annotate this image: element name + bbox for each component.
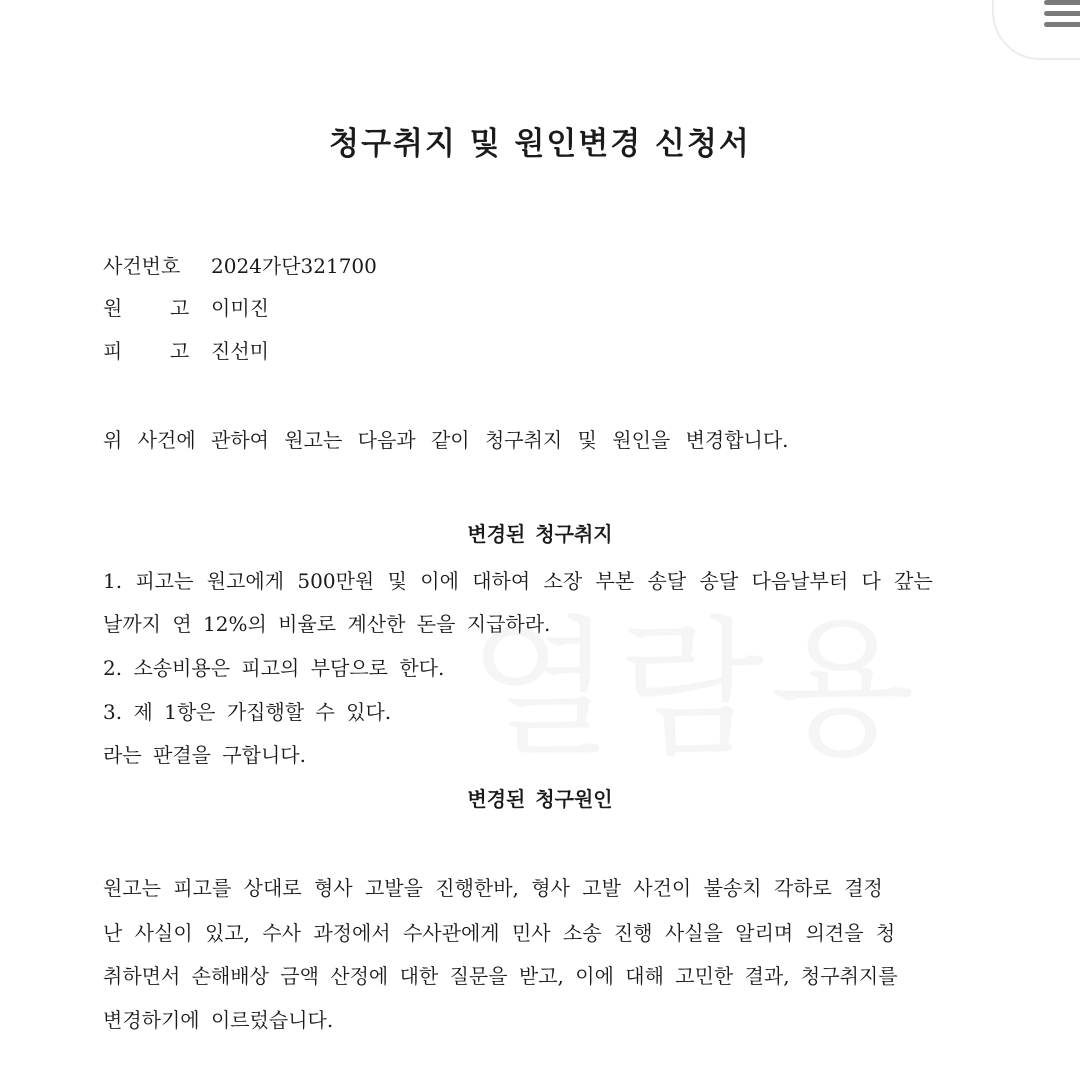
case-number-value: 2024가단321700 [211,254,377,278]
intro-paragraph: 위 사건에 관하여 원고는 다음과 같이 청구취지 및 원인을 변경합니다. [103,428,789,452]
plaintiff-label [103,298,211,318]
case-number-row [103,256,377,276]
claim-closing: 라는 판결을 구합니다. [103,743,306,767]
document-title: 청구취지 및 원인변경 신청서 [329,126,751,162]
defendant-label-char-1: 피 [103,339,123,363]
plaintiff-label-char-2: 고 [170,296,190,320]
claim-heading: 변경된 청구취지 [467,522,613,546]
cause-line-2: 난 사실이 있고, 수사 과정에서 수사관에게 민사 소송 진행 사실을 알리며 의견을 청 [103,921,896,945]
plaintiff-name: 이미진 [211,296,269,320]
case-number-label: 사건번호 [103,254,181,278]
defendant-name: 진선미 [211,339,269,363]
watermark [468,568,921,784]
claim-item-3: 3. 제 1항은 가집행할 수 있다. [103,700,392,724]
claim-item-1-line-2: 날까지 연 12%의 비율로 계산한 돈을 지급하라. [103,612,551,636]
claim-item-1-line-1: 1. 피고는 원고에게 500만원 및 이에 대하여 소장 부본 송달 송달 다음날부터 다 갚는 [103,569,933,593]
defendant-label [103,341,211,361]
defendant-row [103,341,269,361]
menu-button[interactable] [992,0,1080,60]
claim-item-2: 2. 소송비용은 피고의 부담으로 한다. [103,656,445,680]
plaintiff-label-char-1: 원 [103,296,123,320]
defendant-label-char-2: 고 [170,339,190,363]
cause-heading: 변경된 청구원인 [467,787,613,811]
cause-line-1: 원고는 피고를 상대로 형사 고발을 진행한바, 형사 고발 사건이 불송치 각하로 결정 [103,876,883,900]
cause-line-3: 취하면서 손해배상 금액 산정에 대한 질문을 받고, 이에 대해 고민한 결과, 청구취지를 [103,964,898,988]
plaintiff-row [103,298,269,318]
cause-line-4: 변경하기에 이르렀습니다. [103,1008,334,1032]
